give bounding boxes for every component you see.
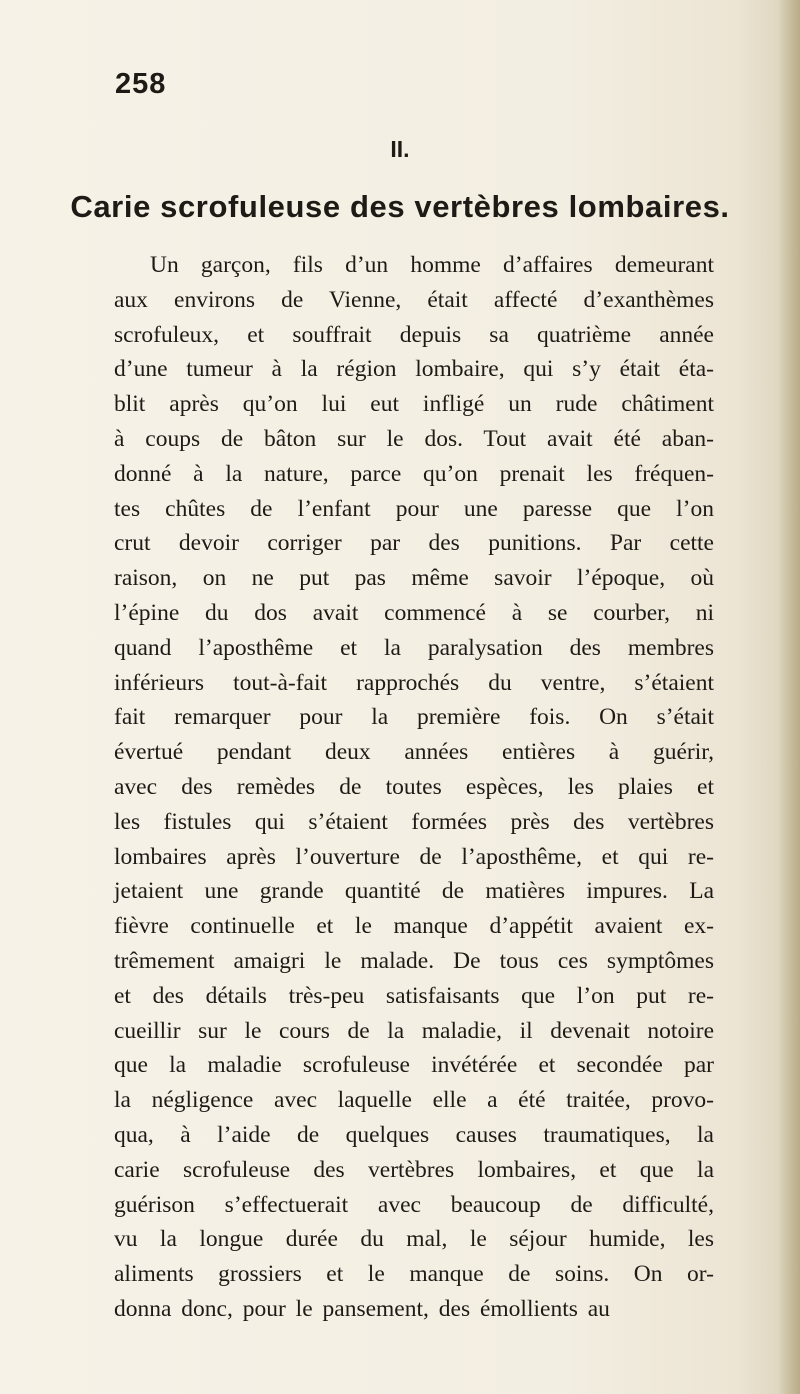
text-line: et des détails très-peu satisfaisants que l’on put re- <box>114 982 714 1009</box>
text-line: évertué pendant deux années entières à guérir, <box>114 739 714 766</box>
text-line: guérison s’effectuerait avec beaucoup de difficulté, <box>114 1191 714 1218</box>
text-line: raison, on ne put pas même savoir l’époque, où <box>114 565 714 592</box>
text-line: avec des remèdes de toutes espèces, les plaies et <box>114 773 714 800</box>
text-line: qua, à l’aide de quelques causes traumatiques, la <box>114 1121 714 1148</box>
text-line: aux environs de Vienne, était affecté d’exanthèmes <box>114 286 714 313</box>
text-line: donna donc, pour le pansement, des émollients au <box>114 1295 610 1322</box>
text-line: la négligence avec laquelle elle a été traitée, provo- <box>114 1087 714 1114</box>
text-line: aliments grossiers et le manque de soins. On or- <box>114 1261 714 1288</box>
text-line: Un garçon, fils d’un homme d’affaires demeurant <box>150 252 714 278</box>
page-number: 258 <box>115 68 167 100</box>
section-number: II. <box>390 136 410 162</box>
text-line: tes chûtes de l’enfant pour une paresse que l’on <box>114 495 714 522</box>
text-line: les fistules qui s’étaient formées près des vertèbres <box>114 808 714 835</box>
text-line: à coups de bâton sur le dos. Tout avait été aban- <box>114 425 714 452</box>
text-line: que la maladie scrofuleuse invétérée et secondée par <box>114 1052 714 1079</box>
text-line: quand l’aposthême et la paralysation des membres <box>114 634 714 661</box>
text-line: jetaient une grande quantité de matières impures. La <box>114 878 714 905</box>
text-line: fait remarquer pour la première fois. On s’était <box>114 704 714 731</box>
section-heading: Carie scrofuleuse des vertèbres lombaires. <box>70 189 730 224</box>
text-line: cueillir sur le cours de la maladie, il devenait notoire <box>114 1017 714 1044</box>
text-line: scrofuleux, et souffrait depuis sa quatrième année <box>114 321 714 348</box>
text-line: vu la longue durée du mal, le séjour humide, les <box>114 1226 714 1253</box>
body-paragraph <box>114 248 714 1327</box>
text-line: crut devoir corriger par des punitions. Par cette <box>114 530 714 557</box>
text-line: fièvre continuelle et le manque d’appétit avaient ex- <box>114 913 714 940</box>
text-line: lombaires après l’ouverture de l’aposthême, et qui re- <box>114 843 714 870</box>
text-line: l’épine du dos avait commencé à se courber, ni <box>114 599 714 626</box>
text-line: blit après qu’on lui eut infligé un rude châtiment <box>114 391 714 418</box>
text-line: donné à la nature, parce qu’on prenait les fréquen- <box>114 460 714 487</box>
text-line: carie scrofuleuse des vertèbres lombaires, et que la <box>114 1156 714 1183</box>
text-line: d’une tumeur à la région lombaire, qui s’y était éta- <box>114 356 714 383</box>
text-line: inférieurs tout-à-fait rapprochés du ventre, s’étaient <box>114 669 714 696</box>
text-line: trêmement amaigri le malade. De tous ces symptômes <box>114 947 714 974</box>
